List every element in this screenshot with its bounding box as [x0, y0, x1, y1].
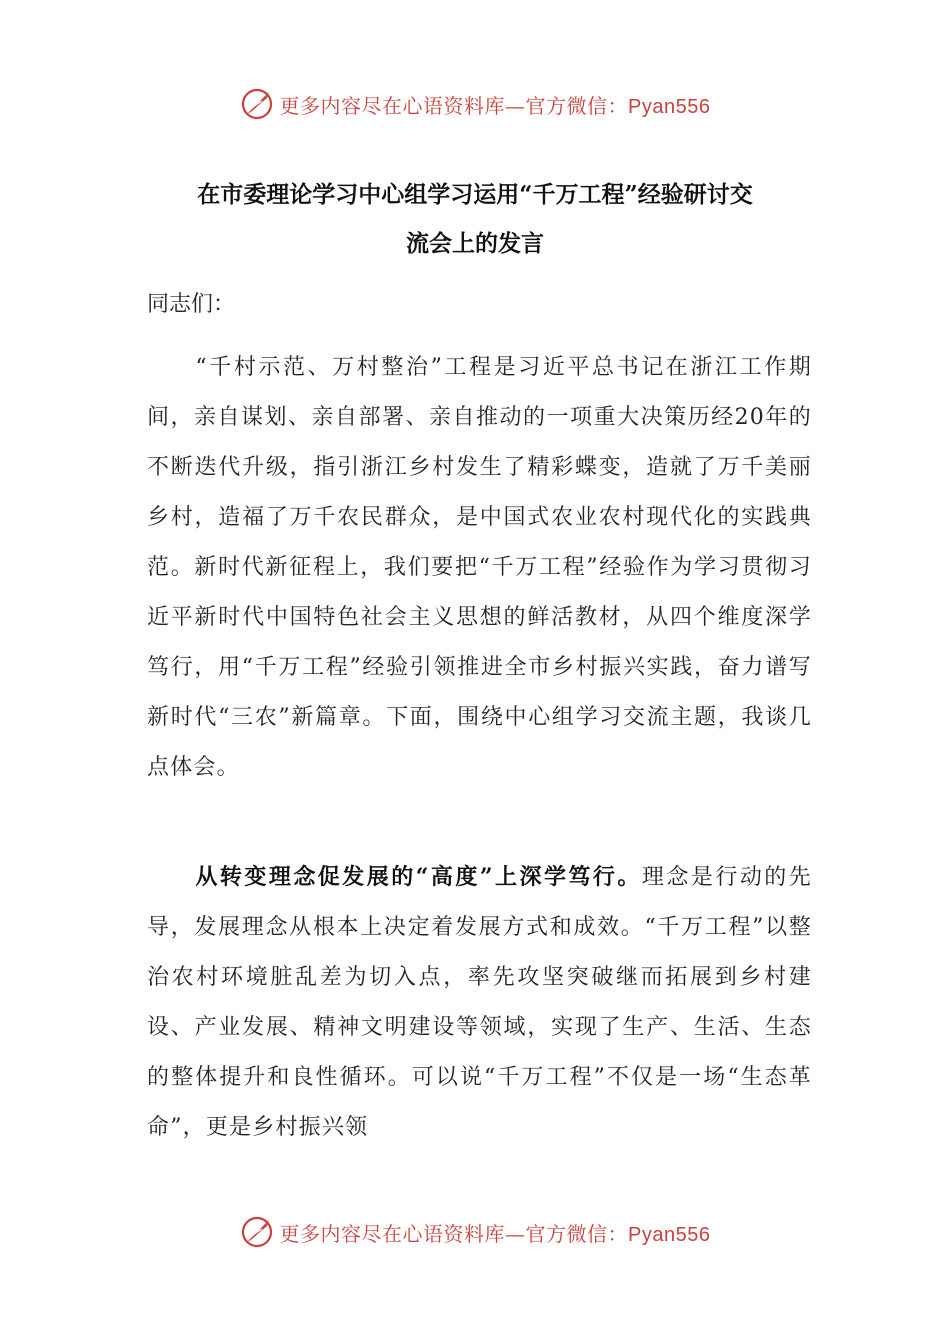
paragraph-1: “千村示范、万村整治”工程是习近平总书记在浙江工作期间，亲自谋划、亲自部署、亲自推动的一项重大决策历经20年的不断迭代升级，指引浙江乡村发生了精彩蝶变，造就了万千美丽乡村，造福了万千农民群众，是中国式农业农村现代化的实践典范。新时代新征程上，我们要把“千万工程”经验作为学习贯彻习近平新时代中国特色社会主义思想的鲜活教材，从四个维度深学笃行，用“千万工程”经验引领推进全市乡村振兴实践，奋力谱写新时代“三农”新篇章。下面，围绕中心组学习交流主题，我谈几点体会。 [147, 355, 812, 780]
salutation: 同志们： [147, 292, 236, 317]
paragraph-2 [147, 852, 812, 1152]
watermark-wechat-id: Pyan556 [628, 95, 711, 118]
paragraph-2-body: 理念是行动的先导，发展理念从根本上决定着发展方式和成效。“千万工程”以整治农村环境脏乱差为切入点，率先攻坚突破继而拓展到乡村建设、产业发展、精神文明建设等领域，实现了生产、生活、生态的整体提升和良性循环。可以说“千万工程”不仅是一场“生态革命”，更是乡村振兴领 [147, 865, 812, 1140]
paragraph-2-heading: 从转变理念促发展的“高度”上深学笃行。 [195, 864, 642, 890]
header-watermark [0, 84, 950, 124]
watermark-text: 更多内容尽在心语资料库—官方微信： [279, 1221, 629, 1246]
watermark-text: 更多内容尽在心语资料库—官方微信： [279, 93, 629, 118]
watermark-wechat-id: Pyan556 [628, 1223, 711, 1246]
quill-logo-icon [240, 1215, 274, 1249]
footer-watermark [0, 1212, 950, 1252]
document-title-line2: 流会上的发言 [406, 230, 544, 257]
document-title-line1: 在市委理论学习中心组学习运用“千万工程”经验研讨交 [197, 181, 753, 208]
quill-logo-icon [240, 87, 274, 121]
